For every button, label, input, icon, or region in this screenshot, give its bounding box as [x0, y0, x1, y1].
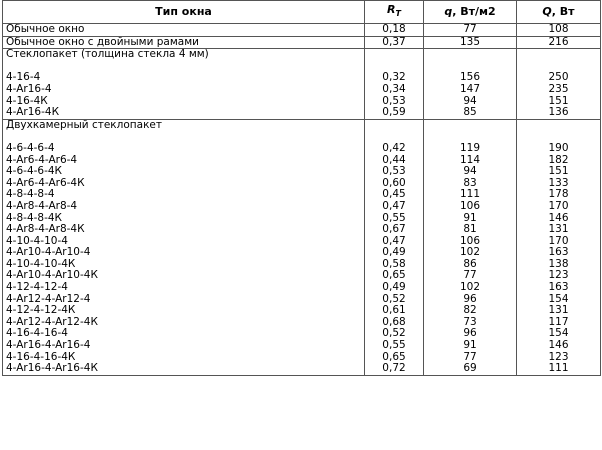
window-type: 4-Ar16-4 — [6, 82, 52, 95]
group-title: Стеклопакет (толщина стекла 4 мм) — [6, 48, 209, 61]
q-flux-value: 111 — [459, 188, 481, 201]
group-names-cell — [3, 119, 365, 375]
group-spacer — [6, 61, 361, 73]
header-q-unit: , Вт/м2 — [452, 5, 496, 18]
header-q-flux — [424, 1, 517, 24]
r-value: 0,72 — [382, 362, 406, 375]
header-r-subscript: T — [395, 9, 401, 18]
window-type: 4-Ar8-4-Ar8-4К — [6, 223, 85, 236]
group-spacer — [6, 131, 361, 143]
spacer — [427, 49, 513, 61]
q-power-value: 111 — [548, 362, 569, 375]
q-power-value: 123 — [548, 350, 569, 363]
spacer — [427, 120, 513, 132]
spacer — [520, 49, 597, 61]
r-value: 0,47 — [382, 199, 406, 212]
r-value: 0,58 — [382, 257, 406, 270]
window-type: 4-16-4-16-4 — [6, 327, 68, 340]
window-type: 4-Ar12-4-Ar12-4 — [6, 292, 91, 305]
q-flux-value: 81 — [463, 223, 477, 236]
window-type: 4-6-4-6-4К — [6, 165, 63, 178]
r-value: 0,47 — [382, 234, 406, 247]
window-type: 4-Ar6-4-Ar6-4 — [6, 153, 78, 166]
group-names-cell — [3, 49, 365, 120]
r-value-cell: 0,18 — [365, 24, 424, 37]
window-type: 4-Ar16-4-Ar16-4К — [6, 362, 98, 375]
r-value: 0,45 — [382, 188, 406, 201]
window-heat-loss-table — [2, 0, 601, 376]
q-power-value: 170 — [548, 234, 569, 247]
group-title: Двухкамерный стеклопакет — [6, 119, 163, 131]
q-flux-value: 102 — [459, 281, 481, 294]
window-type: 4-16-4 — [6, 71, 41, 84]
q-power-value: 250 — [548, 71, 569, 84]
group-row — [3, 49, 601, 120]
r-value: 0,52 — [382, 327, 406, 340]
r-value: 0,59 — [382, 106, 406, 119]
r-value: 0,55 — [382, 211, 406, 224]
r-value: 0,49 — [382, 246, 406, 259]
q-flux-value: 86 — [463, 257, 477, 270]
window-type: 4-12-4-12-4 — [6, 281, 68, 294]
q-power-value: 146 — [548, 339, 569, 352]
group-q-power-cell — [517, 119, 601, 375]
q-power-cell: 108 — [517, 24, 601, 37]
q-flux-value: 91 — [463, 211, 477, 224]
q-flux-value: 73 — [463, 315, 477, 328]
q-power-value: 154 — [548, 292, 569, 305]
q-flux-value: 83 — [463, 176, 477, 189]
q-power-value: 117 — [548, 315, 569, 328]
header-row — [3, 1, 601, 24]
q-power-value: 133 — [548, 176, 569, 189]
header-r — [365, 1, 424, 24]
window-type: 4-Ar6-4-Ar6-4К — [6, 176, 85, 189]
group-r-cell — [365, 49, 424, 120]
r-value: 0,65 — [382, 350, 406, 363]
window-type: 4-Ar12-4-Ar12-4К — [6, 315, 98, 328]
q-flux-value: 77 — [463, 269, 477, 282]
r-value: 0,61 — [382, 304, 406, 317]
r-value: 0,52 — [382, 292, 406, 305]
q-flux-value: 102 — [459, 246, 481, 259]
group-q-power-cell — [517, 49, 601, 120]
r-value: 0,32 — [382, 71, 406, 84]
q-power-value: 170 — [548, 199, 569, 212]
r-value-cell: 0,37 — [365, 36, 424, 49]
group-q-flux-cell — [424, 49, 517, 120]
r-value: 0,53 — [382, 94, 406, 107]
q-flux-value: 106 — [459, 199, 481, 212]
q-power-value: 131 — [548, 223, 569, 236]
r-value: 0,67 — [382, 223, 406, 236]
spacer — [368, 120, 420, 132]
spacer — [368, 49, 420, 61]
group-row — [3, 119, 601, 375]
window-type: 4-Ar10-4-Ar10-4 — [6, 246, 91, 259]
r-value: 0,55 — [382, 339, 406, 352]
window-type: 4-Ar8-4-Ar8-4 — [6, 199, 78, 212]
q-flux-value: 119 — [459, 141, 481, 154]
r-value: 0,53 — [382, 165, 406, 178]
q-flux-value: 156 — [459, 71, 481, 84]
q-flux-value: 69 — [463, 362, 477, 375]
r-value: 0,44 — [382, 153, 406, 166]
q-flux-cell: 77 — [424, 24, 517, 37]
window-type-cell: Обычное окно с двойными рамами — [3, 36, 365, 49]
q-power-value: 151 — [548, 94, 569, 107]
table-row — [3, 24, 601, 37]
r-value: 0,34 — [382, 82, 406, 95]
table-row — [3, 36, 601, 49]
header-Q-symbol: Q — [542, 5, 552, 18]
window-type: 4-8-4-8-4 — [6, 188, 55, 201]
q-flux-value: 96 — [463, 292, 477, 305]
r-value: 0,65 — [382, 269, 406, 282]
header-Q-unit: , Вт — [551, 5, 575, 18]
window-type: 4-12-4-12-4К — [6, 304, 76, 317]
window-type: 4-16-4К — [6, 94, 48, 107]
window-type: 4-10-4-10-4К — [6, 257, 76, 270]
q-flux-value: 96 — [463, 327, 477, 340]
q-power-value: 136 — [548, 106, 569, 119]
header-window-type: Тип окна — [3, 1, 365, 24]
q-flux-value: 147 — [459, 82, 481, 95]
window-type: 4-Ar16-4К — [6, 106, 60, 119]
r-value: 0,49 — [382, 281, 406, 294]
q-power-value: 190 — [548, 141, 569, 154]
header-q-power — [517, 1, 601, 24]
window-type: 4-10-4-10-4 — [6, 234, 68, 247]
q-flux-value: 77 — [463, 350, 477, 363]
q-power-value: 131 — [548, 304, 569, 317]
window-type: 4-8-4-8-4К — [6, 211, 63, 224]
q-flux-value: 94 — [463, 94, 477, 107]
q-power-value: 146 — [548, 211, 569, 224]
window-type: 4-6-4-6-4 — [6, 141, 55, 154]
group-q-flux-cell — [424, 119, 517, 375]
header-r-symbol: R — [387, 3, 396, 16]
spacer — [520, 120, 597, 132]
header-q-symbol: q — [444, 5, 453, 18]
q-power-value: 138 — [548, 257, 569, 270]
q-power-value: 151 — [548, 165, 569, 178]
q-power-cell: 216 — [517, 36, 601, 49]
q-power-value: 178 — [548, 188, 569, 201]
r-value: 0,68 — [382, 315, 406, 328]
q-flux-value: 82 — [463, 304, 477, 317]
window-type: 4-Ar10-4-Ar10-4К — [6, 269, 98, 282]
q-flux-value: 94 — [463, 165, 477, 178]
q-flux-cell: 135 — [424, 36, 517, 49]
r-value: 0,60 — [382, 176, 406, 189]
r-value: 0,42 — [382, 141, 406, 154]
window-type-cell: Обычное окно — [3, 24, 365, 37]
group-r-cell — [365, 119, 424, 375]
window-type: 4-Ar16-4-Ar16-4 — [6, 339, 91, 352]
q-power-value: 154 — [548, 327, 569, 340]
q-power-value: 123 — [548, 269, 569, 282]
q-flux-value: 114 — [459, 153, 481, 166]
q-power-value: 163 — [548, 281, 569, 294]
q-flux-value: 106 — [459, 234, 481, 247]
q-power-value: 182 — [548, 153, 569, 166]
q-power-value: 163 — [548, 246, 569, 259]
q-power-value: 235 — [548, 82, 569, 95]
q-flux-value: 85 — [463, 106, 477, 119]
q-flux-value: 91 — [463, 339, 477, 352]
window-type: 4-16-4-16-4К — [6, 350, 76, 363]
